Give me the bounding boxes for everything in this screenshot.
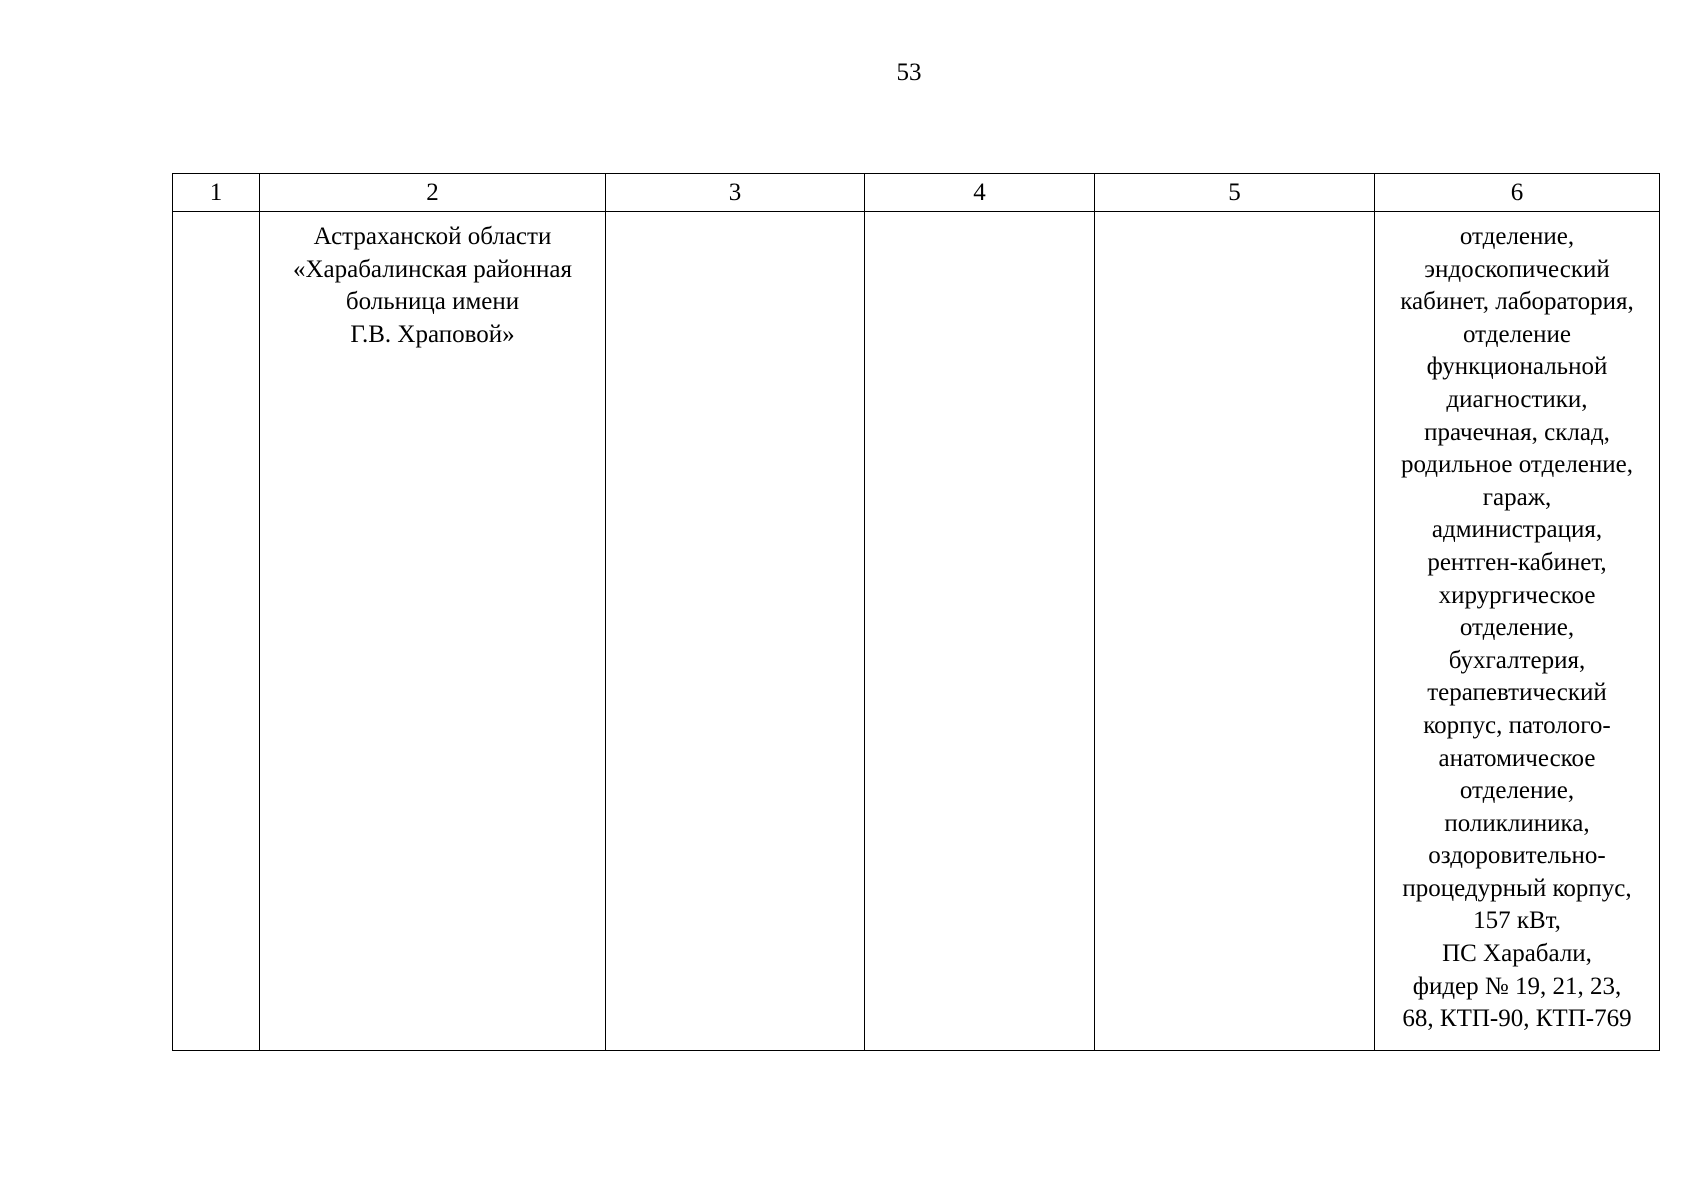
cell-col1 — [173, 212, 260, 1051]
text-line: отделение — [1462, 320, 1571, 348]
text-line: больница имени — [345, 288, 520, 316]
column-header-3: 3 — [606, 174, 865, 212]
column-header-4: 4 — [865, 174, 1095, 212]
text-line: гараж, — [1482, 483, 1552, 511]
text-line: 157 кВт, — [1473, 907, 1561, 935]
text-line: терапевтический — [1427, 679, 1607, 707]
facility-description — [1375, 212, 1659, 1036]
text-line: анатомическое — [1438, 744, 1596, 772]
page-number: 53 — [896, 59, 922, 86]
text-line: отделение, — [1459, 614, 1575, 642]
text-line: корпус, патолого- — [1423, 711, 1611, 739]
text-line: оздоровительно- — [1428, 842, 1606, 870]
text-line: бухгалтерия, — [1448, 646, 1586, 674]
text-line: кабинет, лаборатория, — [1400, 288, 1634, 316]
text-line: рентген-кабинет, — [1427, 548, 1607, 576]
text-line: родильное отделение, — [1400, 451, 1634, 479]
text-line: функциональной — [1426, 353, 1608, 381]
column-header-2: 2 — [260, 174, 606, 212]
text-line: хирургическое — [1438, 581, 1596, 609]
text-line: прачечная, склад, — [1424, 418, 1610, 446]
text-line: Г.В. Храповой» — [350, 320, 515, 348]
table-header-row — [173, 174, 1660, 212]
text-line: процедурный корпус, — [1402, 874, 1632, 902]
cell-col5 — [1095, 212, 1375, 1051]
text-line: диагностики, — [1446, 385, 1588, 413]
text-line: администрация, — [1431, 516, 1603, 544]
cell-col2 — [260, 212, 606, 1051]
text-line: отделение, — [1459, 223, 1575, 250]
text-line: поликлиника, — [1444, 809, 1590, 837]
column-header-6: 6 — [1375, 174, 1660, 212]
text-line: 68, КТП-90, КТП-769 — [1402, 1005, 1632, 1033]
cell-col6 — [1375, 212, 1660, 1051]
text-line: эндоскопический — [1424, 255, 1610, 283]
cell-col3 — [606, 212, 865, 1051]
cell-col4 — [865, 212, 1095, 1051]
text-line: фидер № 19, 21, 23, — [1412, 972, 1622, 1000]
organization-name — [260, 212, 605, 351]
text-line: «Харабалинская районная — [292, 255, 573, 283]
text-line: ПС Харабали, — [1442, 940, 1592, 968]
data-table — [172, 173, 1660, 1051]
text-line: Астраханской области — [313, 223, 552, 250]
table-row — [173, 212, 1660, 1051]
text-line: отделение, — [1459, 777, 1575, 805]
column-header-5: 5 — [1095, 174, 1375, 212]
column-header-1: 1 — [173, 174, 260, 212]
